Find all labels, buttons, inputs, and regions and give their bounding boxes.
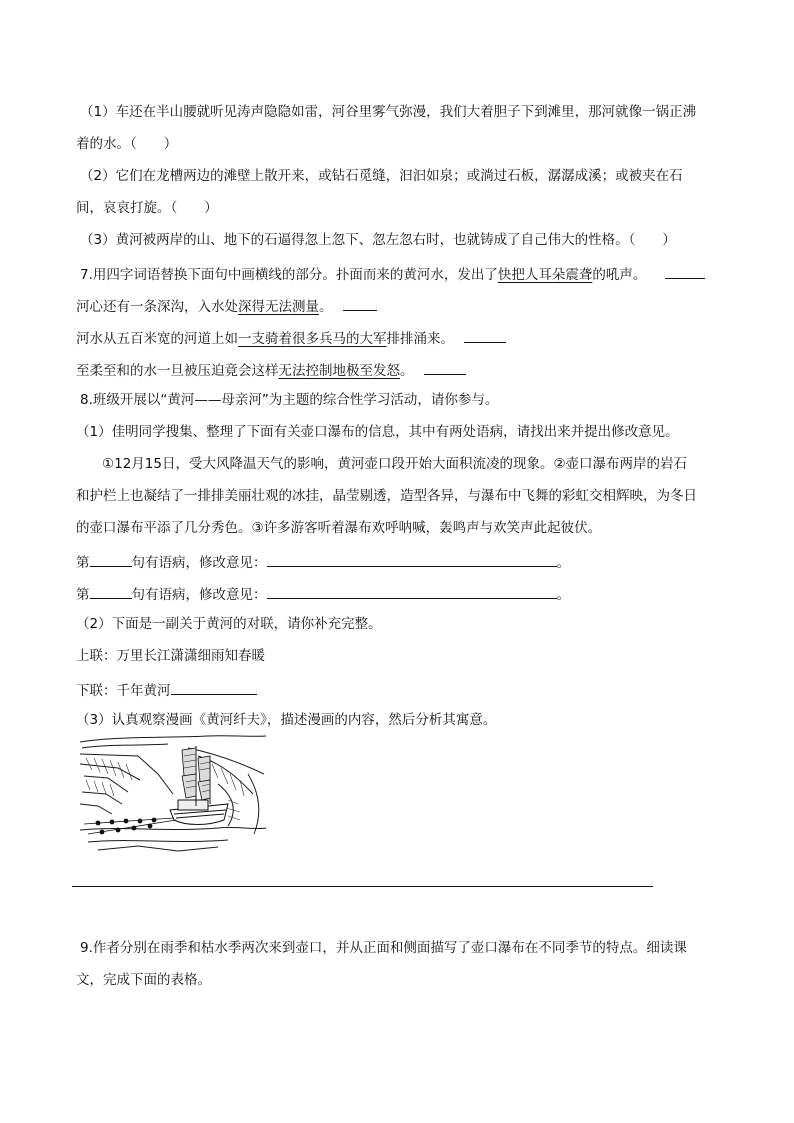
- q7-prompt: [80, 266, 705, 283]
- q7-underlined-phrase-1: 快把人耳朵震聋: [497, 267, 593, 283]
- fill-end: 。: [556, 555, 570, 571]
- q9-line2: 文，完成下面的表格。: [76, 972, 211, 988]
- q8-paragraph-line3: 的壶口瀑布平添了几分秀色。③许多游客听着瀑布欢呼呐喊，轰鸣声与欢笑声此起彼伏。: [76, 520, 602, 536]
- q8-sub3-answer-line[interactable]: [72, 886, 653, 887]
- couplet-lower-text: 下联：千年黄河: [76, 683, 171, 699]
- q8-error-fill-1: [76, 554, 570, 571]
- q7-sentence-4: [76, 362, 466, 379]
- sentence-number-blank-1[interactable]: [90, 554, 132, 567]
- q7-answer-blank-1[interactable]: [665, 266, 705, 279]
- fill-prefix: 第: [76, 555, 90, 571]
- q8-sub2: （2）下面是一副关于黄河的对联，请你补充完整。: [76, 616, 382, 632]
- couplet-lower: [76, 682, 257, 699]
- q8-sub1: （1）佳明同学搜集、整理了下面有关壶口瀑布的信息，其中有两处语病，请找出来并提出修改意见。: [76, 424, 679, 440]
- q9-line1: 9.作者分别在雨季和枯水季两次来到壶口，并从正面和侧面描写了壶口瀑布在不同季节的特点。细读课: [80, 940, 687, 956]
- revision-blank-1[interactable]: [267, 554, 557, 567]
- q6-item2-line2: 间，哀哀打旋。（ ）: [76, 200, 218, 216]
- q6-item2-line1: （2）它们在龙槽两边的滩壁上散开来，或钻石觅缝，汩汩如泉；或淌过石板，潺潺成溪；或被夹在石: [80, 168, 683, 184]
- q8-sub3: （3）认真观察漫画《黄河纤夫》，描述漫画的内容，然后分析其寓意。: [76, 712, 497, 728]
- q6-item3: （3）黄河被两岸的山、地下的石逼得忽上忽下、忽左忽右时，也就铸成了自己伟大的性格。（ ）: [80, 232, 676, 248]
- q7-s2-text: 河心还有一条深沟，入水处: [76, 299, 238, 315]
- q8-paragraph-line1: ①12月15日，受大风降温天气的影响，黄河壶口段开始大面积流凌的现象。②壶口瀑布两岸的岩石: [102, 456, 688, 472]
- q7-underlined-phrase-2: 深得无法测量: [238, 299, 319, 315]
- q8-paragraph-line2: 和护栏上也凝结了一排排美丽壮观的冰挂，晶莹剔透，造型各异，与瀑布中飞舞的彩虹交相辉映，为冬日: [76, 488, 697, 504]
- couplet-answer-blank[interactable]: [171, 682, 257, 695]
- fill-prefix: 第: [76, 587, 90, 603]
- q7-s4-text: 至柔至和的水一旦被压迫竟会这样: [76, 363, 279, 379]
- q7-answer-blank-2[interactable]: [343, 298, 377, 311]
- couplet-upper: 上联：万里长江潇潇细雨知春暖: [76, 648, 265, 664]
- q6-item1-line1: （1）车还在半山腰就听见涛声隐隐如雷，河谷里雾气弥漫，我们大着胆子下到滩里，那河就像一锅正沸: [80, 104, 697, 120]
- q7-answer-blank-3[interactable]: [464, 330, 506, 343]
- q7-s4-end: 。: [400, 363, 414, 379]
- q7-underlined-phrase-4: 无法控制地极至发怒: [278, 363, 400, 379]
- revision-blank-2[interactable]: [267, 586, 557, 599]
- q7-prompt-text: 7.用四字词语替换下面句中画横线的部分。扑面而来的黄河水，发出了: [80, 267, 498, 283]
- q7-prompt-end: 的吼声。: [592, 267, 647, 283]
- q7-answer-blank-4[interactable]: [424, 362, 466, 375]
- q8-title: 8.班级开展以“黄河——母亲河”为主题的综合性学习活动，请你参与。: [80, 392, 499, 408]
- sentence-number-blank-2[interactable]: [90, 586, 132, 599]
- q7-s3-end: 排排涌来。: [386, 331, 454, 347]
- q7-sentence-2: [76, 298, 377, 315]
- q7-s2-end: 。: [319, 299, 333, 315]
- fill-middle: 句有语病，修改意见：: [131, 587, 267, 603]
- fill-middle: 句有语病，修改意见：: [131, 555, 267, 571]
- q8-error-fill-2: [76, 586, 570, 603]
- q7-underlined-phrase-3: 一支骑着很多兵马的大军: [238, 331, 387, 347]
- q6-item1-line2: 着的水。（ ）: [76, 136, 178, 152]
- cartoon-illustration: [78, 734, 268, 854]
- q7-sentence-3: [76, 330, 506, 347]
- fill-end: 。: [556, 587, 570, 603]
- q7-s3-text: 河水从五百米宽的河道上如: [76, 331, 238, 347]
